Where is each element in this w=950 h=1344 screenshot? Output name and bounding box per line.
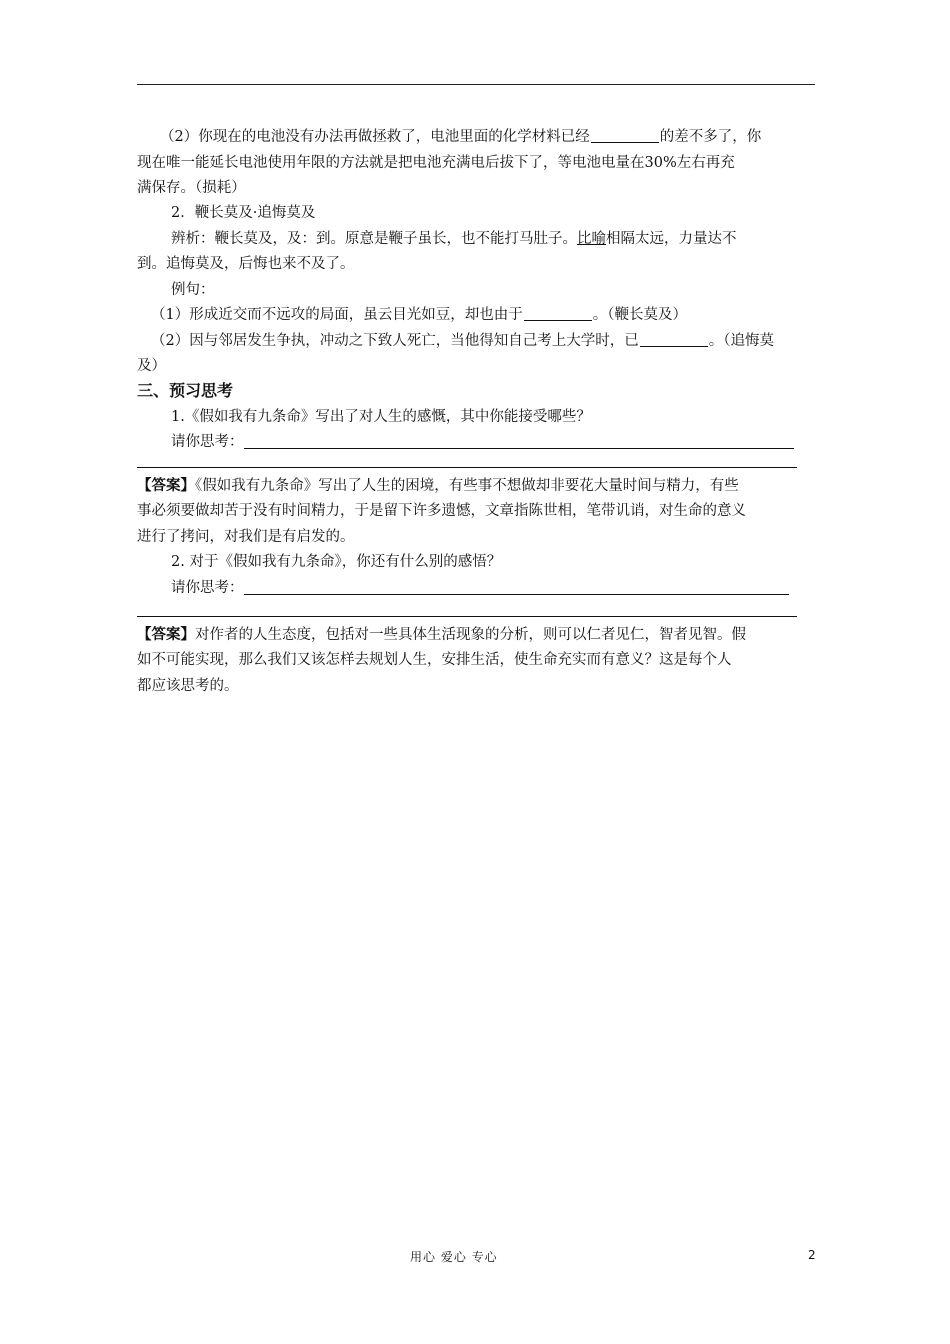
analysis-line bbox=[137, 227, 815, 251]
fill-blank[interactable] bbox=[524, 306, 592, 321]
example-line: 满保存。（损耗） bbox=[137, 180, 246, 196]
think-label: 请你思考： bbox=[171, 580, 244, 596]
section-heading: 三、预习思考 bbox=[137, 381, 234, 400]
footer-motto: 用心 爱心 专心 bbox=[410, 1250, 498, 1264]
page-number: 2 bbox=[808, 1248, 816, 1262]
answer-input-line[interactable] bbox=[244, 580, 789, 595]
analysis-line: 到。追悔莫及，后悔也来不及了。 bbox=[137, 256, 355, 272]
fill-blank[interactable] bbox=[591, 128, 659, 143]
example-line: 现在唯一能延长电池使用年限的方法就是把电池充满电后拔下了，等电池电量在30%左右再充 bbox=[137, 155, 735, 171]
answer-line: 进行了拷问，对我们是有启发的。 bbox=[137, 529, 355, 545]
example-line: 及） bbox=[137, 358, 166, 374]
text: （2）因与邻居发生争执，冲动之下致人死亡，当他得知自己考上大学时，已 bbox=[151, 333, 639, 349]
item-title: 2．鞭长莫及·追悔莫及 bbox=[171, 205, 316, 221]
text: 《假如我有九条命》写出了人生的困境，有些事不想做却非要花大量时间与精力，有些 bbox=[195, 478, 739, 494]
example-line bbox=[137, 125, 815, 149]
answer-line: 事必须要做却苦于没有时间精力，于是留下许多遗憾，文章指陈世相，笔带讥诮，对生命的意义 bbox=[137, 503, 746, 519]
text: 。（追悔莫 bbox=[708, 333, 774, 349]
text: 相隔太远，力量达不 bbox=[606, 231, 737, 247]
example-line bbox=[137, 329, 815, 353]
text: 。（鞭长莫及） bbox=[592, 307, 687, 323]
text: （1）形成近交而不远攻的局面，虽云目光如豆，却也由于 bbox=[151, 307, 523, 323]
answer-rule bbox=[137, 467, 797, 468]
example-line bbox=[137, 303, 815, 327]
think-row bbox=[137, 430, 815, 454]
text: 对作者的人生态度，包括对一些具体生活现象的分析，则可以仁者见仁，智者见智。假 bbox=[195, 627, 746, 643]
header-rule bbox=[137, 84, 815, 85]
question-1: 1.《假如我有九条命》写出了对人生的感慨，其中你能接受哪些？ bbox=[171, 409, 591, 425]
text: （2）你现在的电池没有办法再做拯救了，电池里面的化学材料已经 bbox=[160, 129, 590, 145]
examples-label: 例句： bbox=[171, 282, 215, 298]
fill-blank[interactable] bbox=[640, 332, 708, 347]
think-label: 请你思考： bbox=[171, 434, 244, 450]
answer-input-line[interactable] bbox=[244, 434, 794, 449]
question-2: 2. 对于《假如我有九条命》，你还有什么别的感悟？ bbox=[171, 554, 502, 570]
underlined-text: 比喻 bbox=[577, 231, 606, 247]
answer-rule bbox=[137, 616, 797, 617]
answer-line bbox=[137, 623, 815, 647]
answer-line bbox=[137, 474, 815, 498]
text: 的差不多了，你 bbox=[659, 129, 762, 145]
answer-tag: 【答案】 bbox=[137, 478, 195, 494]
answer-line: 都应该思考的。 bbox=[137, 678, 239, 694]
text: 辨析：鞭长莫及，及：到。原意是鞭子虽长，也不能打马肚子。 bbox=[171, 231, 577, 247]
think-row bbox=[137, 576, 815, 600]
answer-tag: 【答案】 bbox=[137, 627, 195, 643]
answer-line: 如不可能实现，那么我们又该怎样去规划人生，安排生活，使生命充实而有意义？这是每个人 bbox=[137, 652, 732, 668]
